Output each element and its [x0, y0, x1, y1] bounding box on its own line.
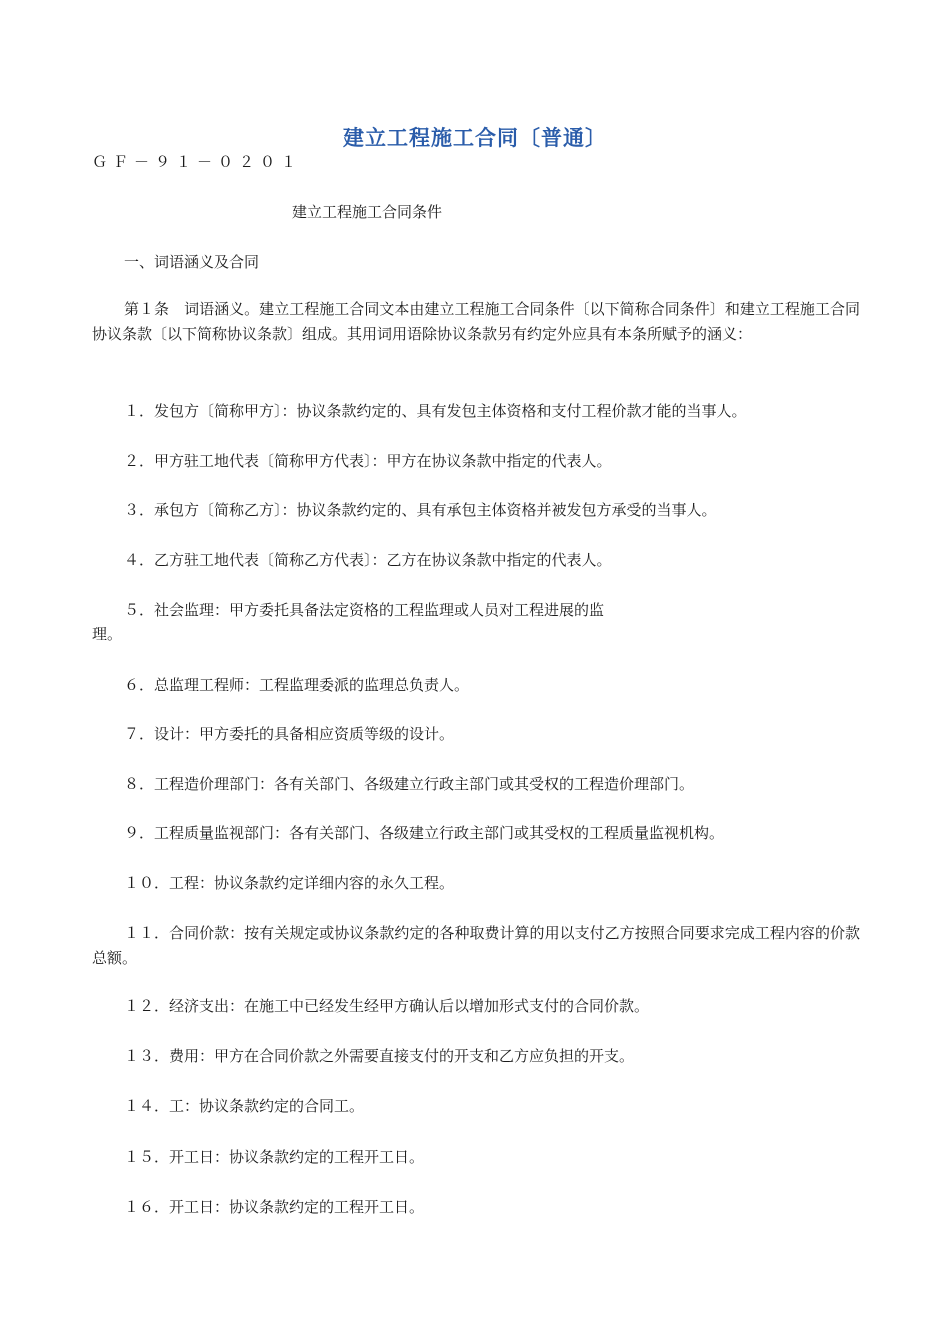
definition-item: ３．承包方〔简称乙方〕：协议条款约定的、具有承包主体资格并被发包方承受的当事人。 — [124, 501, 717, 519]
definition-item: ８．工程造价理部门：各有关部门、各级建立行政主部门或其受权的工程造价理部门。 — [124, 775, 695, 793]
definition-item: ５．社会监理：甲方委托具备法定资格的工程监理或人员对工程进展的监 — [124, 601, 605, 619]
definition-item: ７．设计：甲方委托的具备相应资质等级的设计。 — [124, 725, 455, 743]
definition-item: １３．费用：甲方在合同价款之外需要直接支付的开支和乙方应负担的开支。 — [124, 1047, 635, 1065]
definition-item: ６．总监理工程师：工程监理委派的监理总负责人。 — [124, 676, 470, 694]
definition-item: １．发包方〔简称甲方〕：协议条款约定的、具有发包主体资格和支付工程价款才能的当事人。 — [124, 402, 747, 420]
document-code: ＧＦ－９１－０２０１ — [92, 153, 303, 171]
definition-item: １１．合同价款：按有关规定或协议条款约定的各种取费计算的用以支付乙方按照合同要求完成工程内容的价款总额。 — [92, 924, 860, 967]
article-1-paragraph: 第１条 词语涵义。建立工程施工合同文本由建立工程施工合同条件〔以下简称合同条件〕和建立工程施工合同协议条款〔以下简称协议条款〕组成。其用词用语除协议条款另有约定外应具有本条所赋予的涵义： — [92, 300, 860, 343]
definition-item: ９．工程质量监视部门：各有关部门、各级建立行政主部门或其受权的工程质量监视机构。 — [124, 824, 725, 842]
definition-item: １６．开工日：协议条款约定的工程开工日。 — [124, 1198, 425, 1216]
definition-item: １０．工程：协议条款约定详细内容的永久工程。 — [124, 874, 455, 892]
definition-item: １４．工：协议条款约定的合同工。 — [124, 1097, 365, 1115]
section-heading: 一、词语涵义及合同 — [124, 253, 260, 271]
definition-item: １２．经济支出：在施工中已经发生经甲方确认后以增加形式支付的合同价款。 — [124, 997, 650, 1015]
definition-item: ４．乙方驻工地代表〔简称乙方代表〕：乙方在协议条款中指定的代表人。 — [124, 551, 612, 569]
document-title: 建立工程施工合同〔普通〕 — [343, 126, 607, 150]
definition-item-continuation: 理。 — [92, 625, 123, 643]
definition-item: ２．甲方驻工地代表〔简称甲方代表〕：甲方在协议条款中指定的代表人。 — [124, 452, 612, 470]
definition-item: １５．开工日：协议条款约定的工程开工日。 — [124, 1148, 425, 1166]
contract-conditions-subtitle: 建立工程施工合同条件 — [292, 203, 443, 221]
